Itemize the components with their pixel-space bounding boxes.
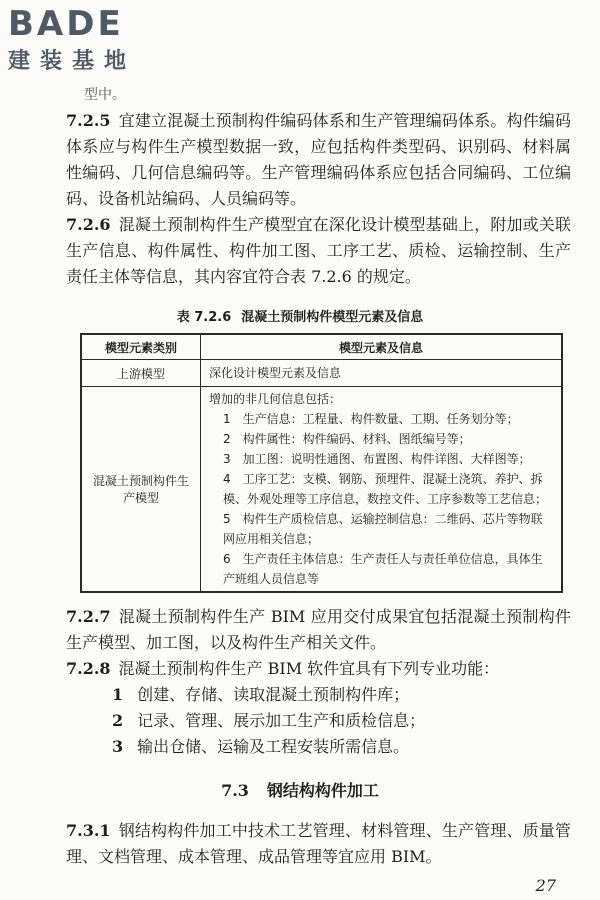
clause-7-3-1 — [66, 818, 571, 870]
clause-text: 混凝土预制构件生产 BIM 软件宜具有下列专业功能： — [118, 659, 500, 678]
section-title: 钢结构构件加工 — [266, 781, 379, 800]
row-content — [201, 387, 563, 593]
table-header-row — [81, 334, 562, 360]
table-row — [81, 360, 562, 387]
header-category: 模型元素类别 — [81, 334, 201, 360]
clause-7-2-8 — [66, 656, 571, 682]
model-elements-table — [80, 333, 563, 593]
list-item — [112, 708, 425, 734]
row-category: 上游模型 — [81, 360, 201, 387]
clause-7-2-7 — [66, 604, 571, 656]
list-item-text: 记录、管理、展示加工生产和质检信息； — [137, 711, 426, 730]
list-item-number: 3 — [112, 737, 124, 756]
clause-number: 7.2.6 — [66, 215, 111, 234]
row-item: 1 生产信息：工程量、构件数量、工期、任务划分等； — [223, 412, 519, 426]
list-item-text: 创建、存储、读取混凝土预制构件库； — [137, 685, 410, 704]
clause-text: 混凝土预制构件生产模型宜在深化设计模型基础上，附加或关联生产信息、构件属性、构件加工图、工序工艺、质检、运输控制、生产责任主体等信息，其内容宜符合表 7.2.6 的规定。 — [66, 215, 571, 286]
row-category: 混凝土预制构件生产模型 — [81, 387, 201, 593]
clause-number: 7.2.5 — [66, 111, 111, 130]
list-item — [112, 682, 409, 708]
list-item-number: 1 — [112, 685, 124, 704]
table-caption-title: 混凝土预制构件模型元素及信息 — [241, 310, 424, 325]
logo-brand: BADE — [8, 4, 124, 44]
clause-text: 混凝土预制构件生产 BIM 应用交付成果宜包括混凝土预制构件生产模型、加工图，以及构件生产相关文件。 — [66, 607, 571, 652]
row-item: 2 构件属性：构件编码、材料、图纸编号等； — [223, 432, 471, 446]
table-caption — [0, 306, 600, 325]
clause-number: 7.2.7 — [66, 607, 111, 626]
list-item-text: 输出仓储、运输及工程安装所需信息。 — [137, 737, 410, 756]
row-intro: 增加的非几何信息包括： — [209, 392, 342, 406]
clause-7-2-6 — [66, 212, 571, 290]
table-row — [81, 387, 562, 593]
table-caption-number: 表 7.2.6 — [176, 310, 232, 325]
row-item: 5 构件生产质检信息、运输控制信息：二维码、芯片等物联网应用相关信息； — [223, 512, 543, 546]
row-item: 4 工序工艺：支模、钢筋、预埋件、混凝土浇筑、养护、拆模、外观处理等工序信息，数控文件、工序参数等工艺信息； — [223, 472, 548, 506]
section-number: 7.3 — [221, 781, 249, 800]
logo-subtitle: 建装基地 — [8, 49, 137, 74]
row-content: 深化设计模型元素及信息 — [201, 360, 563, 387]
clause-number: 7.2.8 — [66, 659, 111, 678]
section-heading — [0, 778, 600, 801]
page-number: 27 — [535, 876, 556, 895]
watermark-logo — [8, 6, 136, 75]
list-item-number: 2 — [112, 711, 124, 730]
row-item: 6 生产责任主体信息：生产责任人与责任单位信息，具体生产班组人员信息等 — [223, 552, 543, 586]
carryover-fragment: 型中。 — [84, 87, 126, 103]
clause-text: 钢结构构件加工中技术工艺管理、材料管理、生产管理、质量管理、文档管理、成本管理、成品管理等宜应用 BIM。 — [66, 821, 571, 866]
row-item: 3 加工图：说明性通图、布置图、构件详图、大样图等； — [223, 452, 531, 466]
clause-7-2-5 — [66, 108, 571, 212]
clause-number: 7.3.1 — [66, 821, 111, 840]
list-item — [112, 734, 409, 760]
header-content: 模型元素及信息 — [201, 334, 563, 360]
clause-text: 宜建立混凝土预制构件编码体系和生产管理编码体系。构件编码体系应与构件生产模型数据一致，应包括构件类型码、识别码、材料属性编码、几何信息编码等。生产管理编码体系应包括合同编码、工位编码、设备机站编码、人员编码等。 — [66, 111, 571, 208]
